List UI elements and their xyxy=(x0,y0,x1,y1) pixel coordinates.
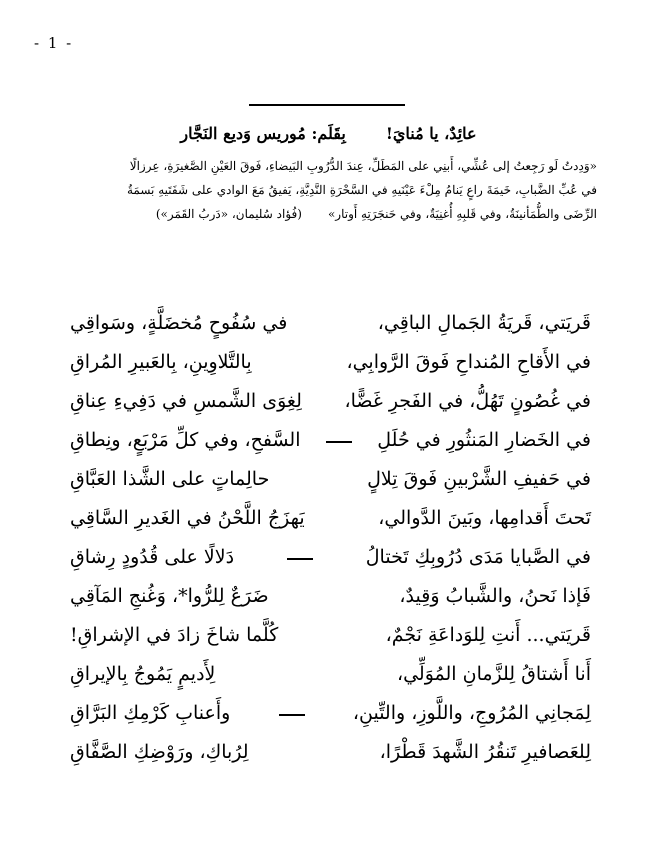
verse-second-hemistich: يَهزَجُ اللَّحْنُ في الغَديرِ السَّاقِي xyxy=(70,507,305,529)
verse-first-hemistich: لِلعَصافيرِ تَنقُرُ الشَّهدَ قَطْرًا، xyxy=(379,741,591,763)
poem-verse xyxy=(70,468,591,507)
epigraph-line: «وَدِدتُ لَو رَجِعتُ إلى عُشِّي، أَبنِي على المَطَلِّ، عِندَ الدُّرُوبِ البَيضاءِ، فَوقَ العَيْنِ الصَّغيرَةِ، عِرزالًا xyxy=(129,159,597,173)
poem-verse xyxy=(70,312,591,351)
verse-first-hemistich: فَإذا نَحنُ، والشَّبابُ وَقِيدٌ، xyxy=(399,585,591,607)
verse-first-hemistich: تَحتَ أَقدامِها، وبَينَ الدَّوالي، xyxy=(378,507,591,529)
article-author: بِقَلَم: مُوريس وَديع النَجَّار xyxy=(180,124,346,143)
epigraph-citation: (فُؤاد سُليمان، «دَربُ القَمَر») xyxy=(155,207,302,221)
poem-verse xyxy=(70,741,591,780)
verse-second-hemistich: كُلَّما شاخَ زادَ في الإشراقِ! xyxy=(70,624,279,646)
poem-verse xyxy=(70,351,591,390)
poem-verse xyxy=(70,429,591,468)
article-title: عائِدٌ، يا مُنايَ! xyxy=(385,124,477,143)
verse-first-hemistich: في الأَقاحِ المُنداحِ فَوقَ الرَّوابِي، xyxy=(346,351,591,373)
poem-verse xyxy=(70,507,591,546)
continuation-dash xyxy=(326,441,352,443)
verse-first-hemistich: في غُصُونٍ تَهُلُّ، في الفَجرِ غَضًّا، xyxy=(344,390,591,412)
verse-first-hemistich: قَريَتي... أَنتِ لِلوَداعَةِ نَجْمٌ، xyxy=(385,624,591,646)
verse-first-hemistich: أَنا أَشتاقُ لِلزَّمانِ المُوَلِّي، xyxy=(396,663,591,685)
verse-second-hemistich: بِالتَّلاوِينِ، بِالعَبيرِ المُراقِ xyxy=(70,351,252,373)
continuation-dash xyxy=(287,558,313,560)
verse-second-hemistich: لِغِوَى الشَّمسِ في دَفِيءِ عِناقِ xyxy=(70,390,302,412)
verse-second-hemistich: السَّفحِ، وفي كلِّ مَرْبَعٍ، ونِطاقِ xyxy=(70,429,301,451)
article-header xyxy=(60,124,597,143)
verse-first-hemistich: في الخَضارِ المَنثُورِ في حُلَلِ xyxy=(377,429,591,451)
title-rule xyxy=(249,104,405,106)
page-number: - 1 - xyxy=(34,34,74,52)
continuation-dash xyxy=(279,714,305,716)
epigraph-line-text: الرِّضَى والطُّمَأنينَةُ، وفي قَلبِهِ أُغنِيَةٌ، وفي حَنجَرَتِهِ أَوتار» xyxy=(327,207,597,221)
poem-verse xyxy=(70,702,591,741)
poem xyxy=(70,312,591,780)
verse-second-hemistich: في سُفُوحٍ مُخضَلَّةٍ، وسَواقِي xyxy=(70,312,288,334)
verse-second-hemistich: وأَعنابِ كَرْمِكِ البَرَّاقِ xyxy=(70,702,231,724)
poem-verse xyxy=(70,585,591,624)
epigraph xyxy=(60,154,597,226)
verse-first-hemistich: قَريَتي، قَريَةُ الجَمالِ الباقِي، xyxy=(377,312,591,334)
verse-second-hemistich: دَلالًا على قُدُودٍ رِشاقِ xyxy=(70,546,235,568)
verse-second-hemistich: حالِماتٍ على الشَّذا العَبَّاقِ xyxy=(70,468,270,490)
verse-first-hemistich: في الصَّبايا مَدَى دُرُوبِكِ تَختالُ xyxy=(365,546,591,568)
poem-verse xyxy=(70,546,591,585)
poem-verse xyxy=(70,663,591,702)
poem-verse xyxy=(70,390,591,429)
epigraph-line: في عُبِّ الضَّبابِ، خَيمَةَ راعٍ يَنامُ مِلْءَ عَيْنَيهِ في السَّحْرَةِ النَّدِيَّةِ، يَفيقُ مَعَ الوادي على شَفَتَيهِ بَسمَةُ xyxy=(126,183,597,197)
verse-first-hemistich: لِمَجانِي المُرُوجِ، واللَّوزِ، والتِّينِ، xyxy=(352,702,591,724)
epigraph-line-last xyxy=(60,202,597,226)
verse-first-hemistich: في حَفيفِ الشَّرْبينِ فَوقَ تِلالٍ xyxy=(367,468,591,490)
verse-second-hemistich: لِأَديمٍ يَمُوجُ بِالإيراقِ xyxy=(70,663,216,685)
poem-verse xyxy=(70,624,591,663)
verse-second-hemistich: ضَرَعٌ لِلرُّوا*، وَغُنجِ المَآقِي xyxy=(70,585,269,607)
verse-second-hemistich: لِرُباكِ، ورَوْضِكِ الصَّفَّاقِ xyxy=(70,741,249,763)
